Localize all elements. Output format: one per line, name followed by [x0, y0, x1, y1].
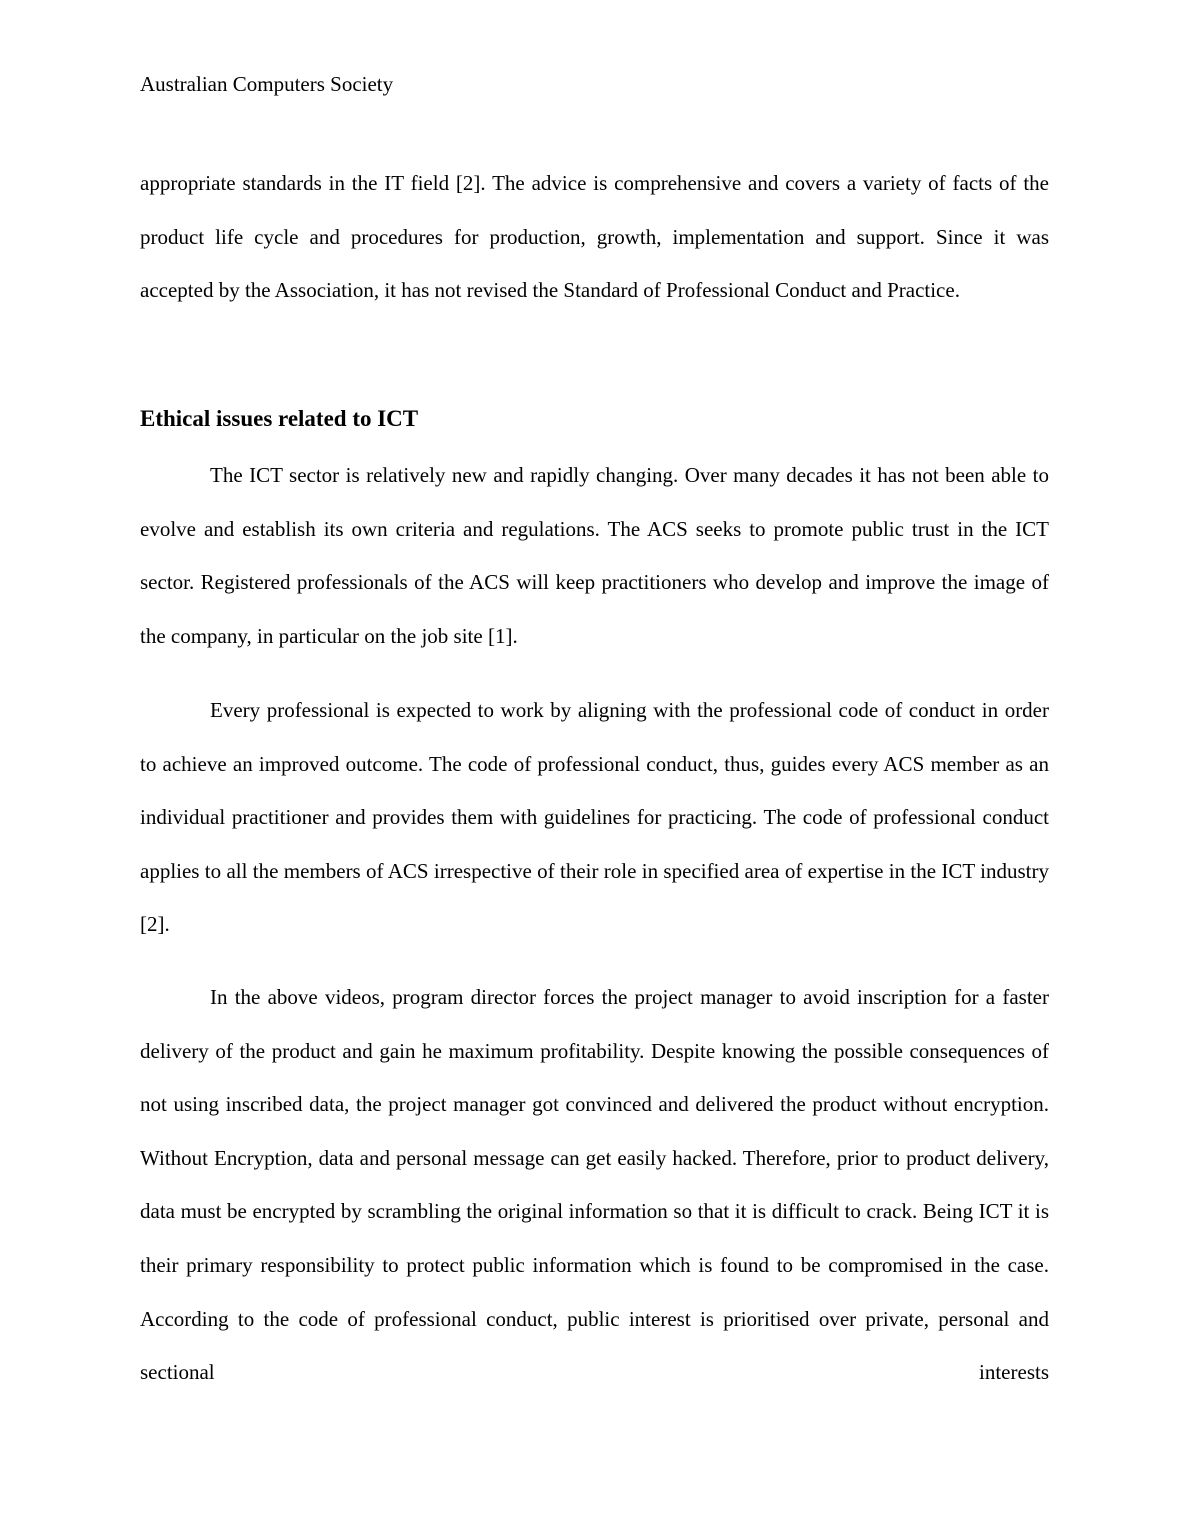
- intro-paragraph-continuation: appropriate standards in the IT field [2]. The advice is comprehensive and covers a variety of facts of the product life cycle and procedures for production, growth, implementation and support. Since it was accepted by the Association, it has not revised the Standard of Professional Conduct and Practice.: [140, 171, 1049, 303]
- body-paragraph-1: The ICT sector is relatively new and rapidly changing. Over many decades it has not been able to evolve and establish its own criteria and regulations. The ACS seeks to promote public trust in the ICT sector. Registered professionals of the ACS will keep practitioners who develop and improve the image of the company, in particular on the job site [1].: [140, 463, 1049, 648]
- section-heading: Ethical issues related to ICT: [140, 406, 419, 431]
- running-header: Australian Computers Society: [140, 72, 394, 96]
- body-paragraph-2: Every professional is expected to work by aligning with the professional code of conduct in order to achieve an improved outcome. The code of professional conduct, thus, guides every ACS member as an individual practitioner and provides them with guidelines for practicing. The code of professional conduct applies to all the members of ACS irrespective of their role in specified area of expertise in the ICT industry [2].: [140, 698, 1049, 937]
- body-paragraph-3: In the above videos, program director forces the project manager to avoid inscription for a faster delivery of the product and gain he maximum profitability. Despite knowing the possible consequences of not using inscribed data, the project manager got convinced and delivered the product without encryption. Without Encryption, data and personal message can get easily hacked. Therefore, prior to product delivery, data must be encrypted by scrambling the original information so that it is difficult to crack. Being ICT it is their primary responsibility to protect public information which is found to be compromised in the case. According to the code of professional conduct, public interest is prioritised over private, personal and sectional interests: [140, 985, 1049, 1385]
